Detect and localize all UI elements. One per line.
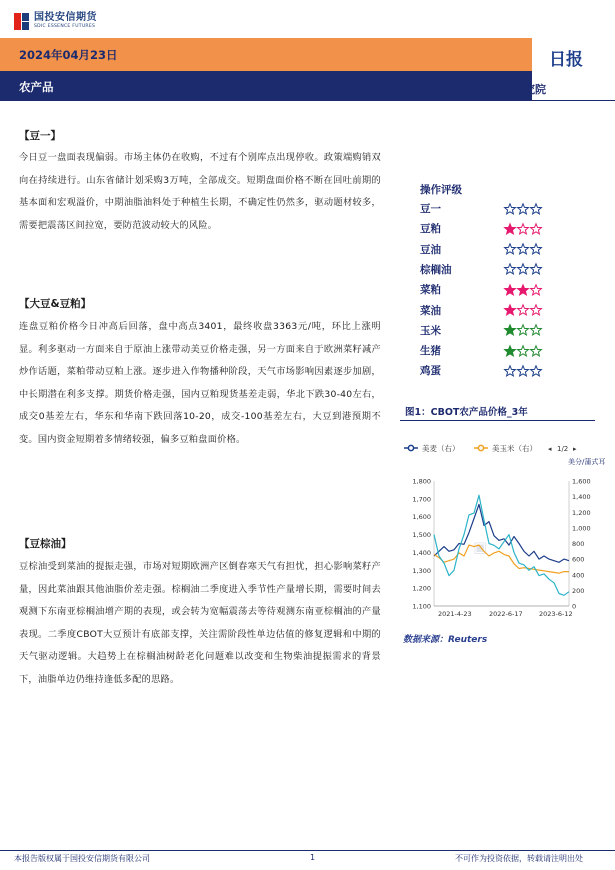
report-category: 农产品 (19, 80, 54, 94)
rating-row (420, 260, 560, 279)
y-left-tick-label: 1,400 (412, 548, 431, 557)
y-right-tick-label: 1,200 (572, 508, 591, 517)
rating-name: 棕榈油 (420, 263, 452, 276)
rating-row (420, 280, 560, 299)
star-outline-icon (530, 223, 542, 235)
rating-row (420, 341, 560, 360)
rating-stars (504, 304, 543, 316)
star-filled-icon (517, 284, 529, 296)
x-tick-label: 2022-6-17 (489, 610, 523, 618)
section-body-soymeal: 连盘豆粕价格今日冲高后回落，盘中高点3401，最终收盘3363元/吨，环比上涨明显。利多驱动一方面来自于原油上涨带动美豆价格走强，另一方面来自于欧洲菜籽减产炒作话题，菜粕带动豆粕上涨。逐步进入作物播种阶段，天气市场影响因素逐步加剧，中长期潜在利多支撑。期货价格走强，国内豆粕现货基差走弱，华北下跌30-40左右，成交0基差左右，华东和华南下跌回落10-20，成交-100基差左右，大豆到港预期不变。国内资金短期着多情绪较强，偏多豆粕盘面价格。 (19, 321, 381, 445)
rating-name: 豆油 (420, 243, 441, 256)
y-left-tick-label: 1,300 (412, 566, 431, 575)
star-outline-icon (517, 203, 529, 215)
star-filled-icon (504, 304, 516, 316)
chart-svg (401, 424, 606, 622)
star-outline-icon (517, 223, 529, 235)
legend-label: 美麦（右） (422, 444, 460, 453)
legend-prev-icon: ◂ (548, 445, 552, 453)
rating-stars (504, 365, 543, 377)
footer-divider (0, 850, 615, 851)
y-right-tick-label: 400 (572, 571, 585, 580)
star-outline-icon (517, 243, 529, 255)
y-right-tick-label: 1,400 (572, 493, 591, 502)
legend-next-icon: ▸ (573, 445, 577, 453)
rating-name: 豆粕 (420, 223, 441, 236)
right-axis-label: 美分/蒲式耳 (568, 458, 606, 466)
y-left-tick-label: 1,100 (412, 602, 431, 611)
star-outline-icon (530, 284, 542, 296)
rating-stars (504, 284, 543, 296)
company-name-en: SDIC ESSENCE FUTURES (34, 24, 96, 29)
cbot-price-chart (401, 424, 606, 622)
legend-marker (478, 445, 483, 450)
star-outline-icon (530, 263, 542, 275)
institute-name: 国投安信期货研究院 (447, 83, 546, 96)
rating-row (420, 361, 560, 380)
y-left-tick-label: 1,800 (412, 477, 431, 486)
y-left-tick-label: 1,700 (412, 495, 431, 504)
rating-row (420, 321, 560, 340)
company-name: 国投安信期货 (34, 12, 97, 23)
y-right-tick-label: 200 (572, 586, 585, 595)
rating-stars (504, 223, 543, 235)
star-filled-icon (504, 345, 516, 357)
x-tick-label: 2023-6-12 (539, 610, 573, 618)
y-right-tick-label: 0 (572, 602, 577, 611)
rating-name: 玉米 (420, 324, 441, 337)
rating-row (420, 240, 560, 259)
figure-title: 图1：CBOT农产品价格_3年 (405, 407, 528, 418)
legend-marker (408, 445, 413, 450)
legend-label: 美玉米（右） (492, 444, 537, 453)
section-title-soy1: 【豆一】 (19, 130, 61, 142)
figure-divider (400, 420, 595, 421)
rating-row (420, 199, 560, 218)
y-right-tick-label: 1,000 (572, 524, 591, 533)
rating-stars (504, 345, 543, 357)
star-filled-icon (504, 284, 516, 296)
rating-stars (504, 243, 543, 255)
figure-source: 数据来源：Reuters (403, 635, 488, 645)
rating-name: 豆一 (420, 203, 441, 215)
star-outline-icon (530, 365, 542, 377)
header-divider (0, 100, 615, 101)
footer-copyright: 本报告版权属于国投安信期货有限公司 (14, 854, 150, 863)
y-right-tick-label: 1,600 (572, 477, 591, 486)
section-body-soy1: 今日豆一盘面表现偏弱。市场主体仍在收购，不过有个别库点出现停收。政策端购销双向在持续进行。山东省储计划采购3万吨，全部成交。短期盘面价格不断在回吐前期的基本面和宏观溢价，中期油脂油料处于种植生长期，不确定性仍然多，驱动题材较多，需要把震荡区间拉宽，要防范波动较大的风险。 (19, 152, 381, 231)
star-outline-icon (530, 345, 542, 357)
report-type: 日报 (549, 50, 583, 70)
rating-stars (504, 263, 543, 275)
star-outline-icon (517, 324, 529, 336)
rating-name: 菜油 (420, 304, 441, 317)
section-title-oils: 【豆棕油】 (19, 538, 72, 550)
star-outline-icon (530, 304, 542, 316)
logo-icon (14, 13, 29, 30)
y-right-tick-label: 800 (572, 540, 585, 548)
rating-stars (504, 324, 543, 336)
company-logo (14, 8, 97, 34)
star-outline-icon (517, 365, 529, 377)
section-body-oils: 豆棕油受到菜油的提振走强，市场对短期欧洲产区倒春寒天气有担忧，担心影响菜籽产量，因此菜油跟其他油脂价差走强。棕榈油二季度进入季节性产量增长期，需要时间去观测下东南亚棕榈油增产期的表现，或会转为宽幅震荡去等待观测东南亚棕榈油的产量表现。二季度CBOT大豆预计有底部支撑，关注需阶段性单边估值的修复逻辑和中期的天气驱动逻辑。大趋势上在棕榈油树龄老化问题难以改变和生物柴油提振需求的背景下，油脂单边仍维持逢低多配的思路。 (19, 561, 381, 685)
footer-disclaimer: 不可作为投资依据，转载请注明出处 (455, 854, 583, 863)
rating-row (420, 301, 560, 320)
star-outline-icon (504, 263, 516, 275)
star-outline-icon (530, 324, 542, 336)
star-outline-icon (517, 345, 529, 357)
rating-row (420, 219, 560, 238)
rating-title: 操作评级 (420, 184, 462, 196)
star-outline-icon (517, 304, 529, 316)
section-title-soymeal: 【大豆&豆粕】 (19, 298, 92, 310)
star-outline-icon (517, 263, 529, 275)
page-number: 1 (310, 853, 316, 862)
legend-pager: 1/2 (557, 445, 569, 453)
star-outline-icon (504, 365, 516, 377)
y-left-tick-label: 1,200 (412, 584, 431, 593)
rating-name: 生猪 (420, 345, 441, 358)
chart-watermark-icon: ▣ (473, 538, 488, 556)
series-line (434, 504, 569, 562)
report-date: 2024年04月23日 (19, 48, 118, 62)
series-line (434, 495, 569, 595)
y-left-tick-label: 1,600 (412, 513, 431, 522)
star-outline-icon (504, 203, 516, 215)
x-tick-label: 2021-4-23 (438, 610, 472, 618)
rating-name: 鸡蛋 (420, 365, 441, 378)
star-filled-icon (504, 223, 516, 235)
rating-name: 菜粕 (420, 284, 441, 297)
star-outline-icon (530, 203, 542, 215)
star-outline-icon (504, 243, 516, 255)
star-filled-icon (504, 324, 516, 336)
y-right-tick-label: 600 (572, 555, 585, 564)
y-left-tick-label: 1,500 (412, 531, 431, 540)
star-outline-icon (530, 243, 542, 255)
rating-stars (504, 203, 543, 215)
